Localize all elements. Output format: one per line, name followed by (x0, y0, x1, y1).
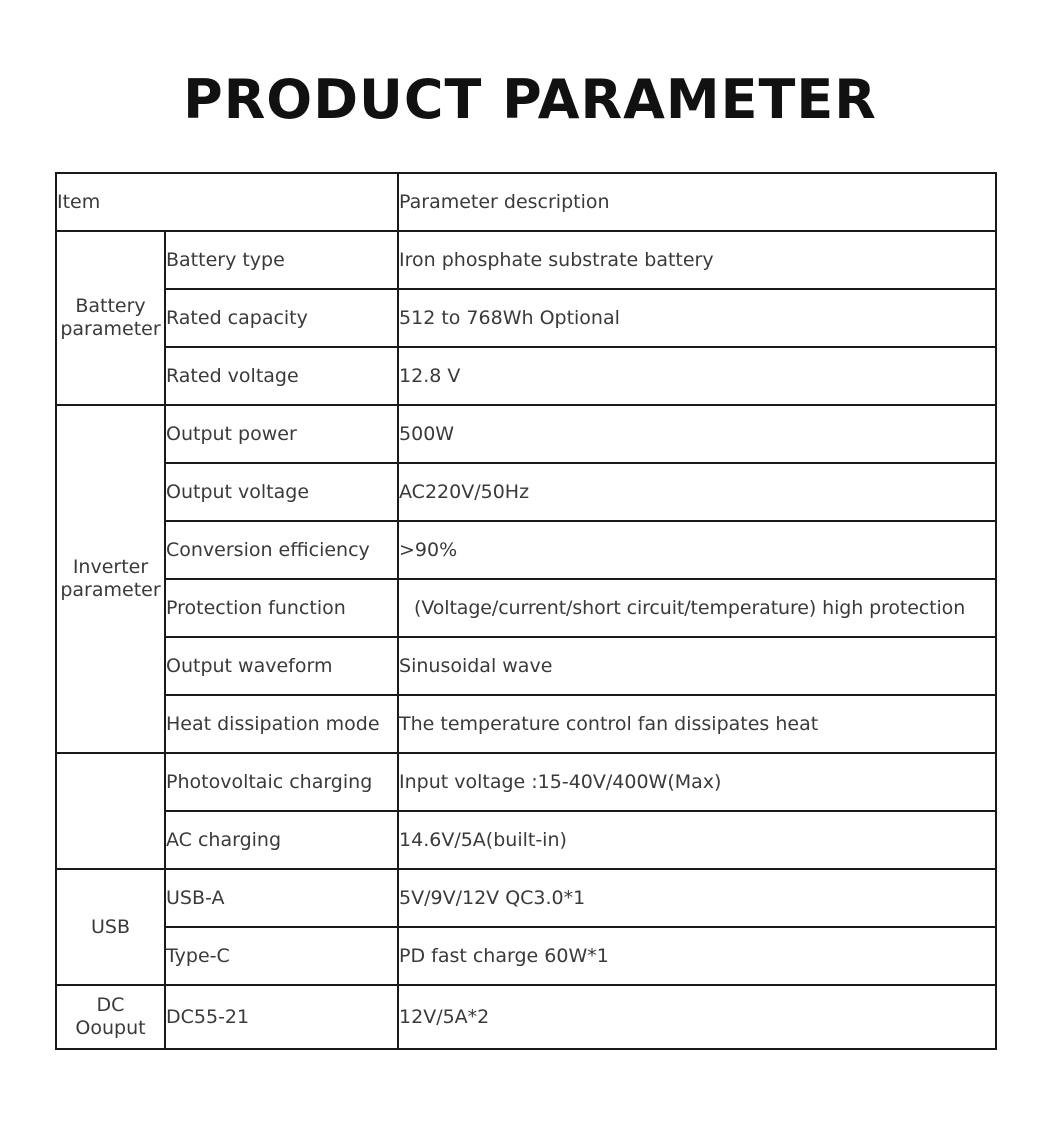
group-inverter-parameter (56, 405, 165, 753)
row-value: Iron phosphate substrate battery (398, 231, 996, 289)
group-label: Inverter (72, 556, 149, 578)
row-value: 5V/9V/12V QC3.0*1 (398, 869, 996, 927)
row-item: Conversion efficiency (165, 521, 398, 579)
row-item: DC55-21 (165, 985, 398, 1049)
row-item: Photovoltaic charging (165, 753, 398, 811)
row-value: Input voltage :15-40V/400W(Max) (398, 753, 996, 811)
row-item: Battery type (165, 231, 398, 289)
row-item: Output voltage (165, 463, 398, 521)
table-row (56, 753, 996, 811)
group-battery-parameter (56, 231, 165, 405)
group-label: parameter (60, 318, 161, 340)
table-row (56, 695, 996, 753)
header-item: Item (56, 173, 398, 231)
table-row (56, 579, 996, 637)
table-row (56, 811, 996, 869)
group-label: USB (90, 915, 130, 938)
row-item: AC charging (165, 811, 398, 869)
table-row (56, 289, 996, 347)
row-value: 12V/5A*2 (398, 985, 996, 1049)
group-label: Oouput (75, 1017, 146, 1039)
row-value: >90% (398, 521, 996, 579)
parameter-table (55, 172, 997, 1050)
table-row (56, 463, 996, 521)
row-item: USB-A (165, 869, 398, 927)
table-header-row (56, 173, 996, 231)
row-value: The temperature control fan dissipates heat (398, 695, 996, 753)
page-title: PRODUCT PARAMETER (183, 68, 877, 131)
table-row (56, 985, 996, 1049)
row-value: (Voltage/current/short circuit/temperature) high protection (398, 579, 996, 637)
table-row (56, 521, 996, 579)
table-row (56, 927, 996, 985)
row-value: Sinusoidal wave (398, 637, 996, 695)
header-description: Parameter description (398, 173, 996, 231)
group-dc-output (56, 985, 165, 1049)
row-item: Output waveform (165, 637, 398, 695)
table-row (56, 405, 996, 463)
row-value: 14.6V/5A(built-in) (398, 811, 996, 869)
row-value: 12.8 V (398, 347, 996, 405)
group-usb (56, 869, 165, 985)
row-value: PD fast charge 60W*1 (398, 927, 996, 985)
row-item: Rated capacity (165, 289, 398, 347)
row-item: Rated voltage (165, 347, 398, 405)
row-item: Heat dissipation mode (165, 695, 398, 753)
group-label: DC (96, 994, 125, 1016)
row-item: Output power (165, 405, 398, 463)
row-value: 512 to 768Wh Optional (398, 289, 996, 347)
table-row (56, 869, 996, 927)
table-row (56, 637, 996, 695)
table-row (56, 231, 996, 289)
table-row (56, 347, 996, 405)
row-value: AC220V/50Hz (398, 463, 996, 521)
group-label: Battery (75, 295, 146, 317)
group-label: parameter (60, 579, 161, 601)
row-item: Protection function (165, 579, 398, 637)
row-value: 500W (398, 405, 996, 463)
group-charging (56, 753, 165, 869)
row-item: Type-C (165, 927, 398, 985)
